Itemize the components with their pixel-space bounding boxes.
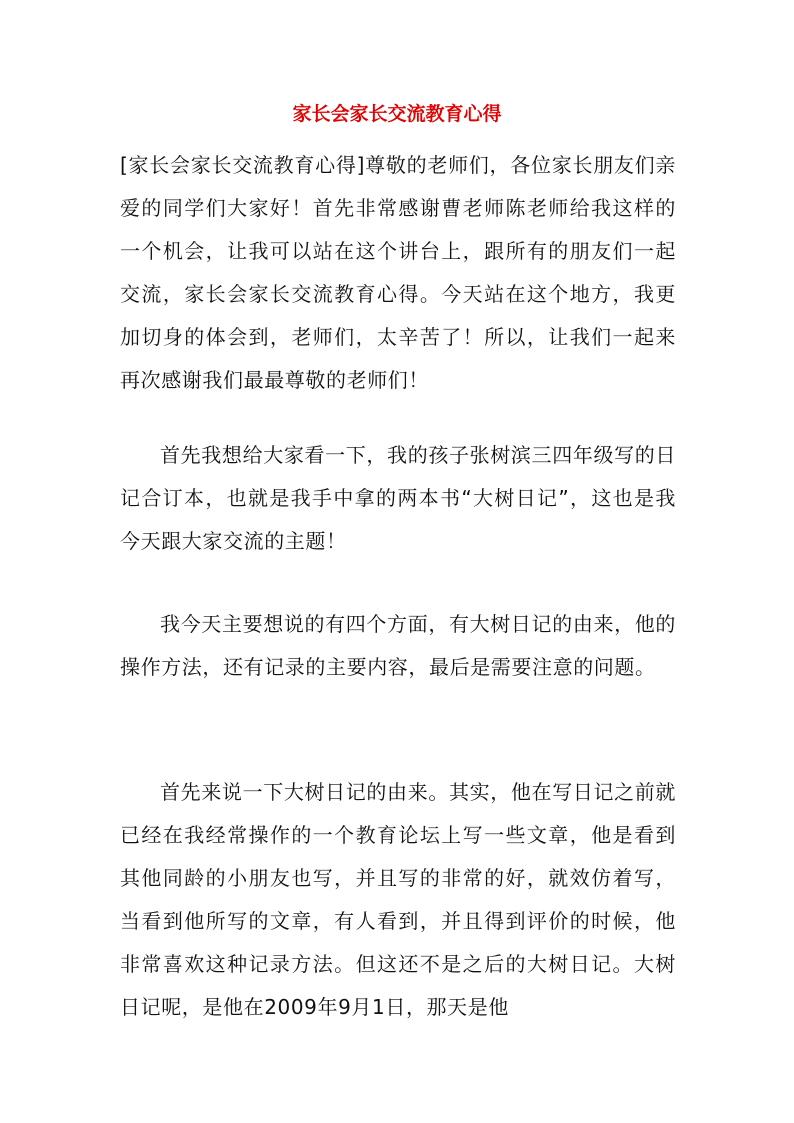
- paragraph-intro: [家长会家长交流教育心得]尊敬的老师们，各位家长朋友们亲爱的同学们大家好！首先非常感谢曹老师陈老师给我这样的一个机会，让我可以站在这个讲台上，跟所有的朋友们一起交流，家长会家长交流教育心得。今天站在这个地方，我更加切身的体会到，老师们，太辛苦了！所以，让我们一起来再次感谢我们最最尊敬的老师们！: [120, 153, 676, 392]
- paragraph-diary-book: 首先我想给大家看一下，我的孩子张树滨三四年级写的日记合订本，也就是我手中拿的两本书“大树日记”，这也是我今天跟大家交流的主题！: [120, 443, 676, 553]
- document-title: 家长会家长交流教育心得: [292, 103, 502, 125]
- paragraph-four-aspects: 我今天主要想说的有四个方面，有大树日记的由来，他的操作方法，还有记录的主要内容，最后是需要注意的问题。: [120, 612, 676, 679]
- paragraph-origin: 首先来说一下大树日记的由来。其实，他在写日记之前就已经在我经常操作的一个教育论坛上写一些文章，他是看到其他同龄的小朋友也写，并且写的非常的好，就效仿着写，当看到他所写的文章，有人看到，并且得到评价的时候，他非常喜欢这种记录方法。但这还不是之后的大树日记。大树日记呢，是他在2009年9月1日，那天是他: [120, 780, 676, 1019]
